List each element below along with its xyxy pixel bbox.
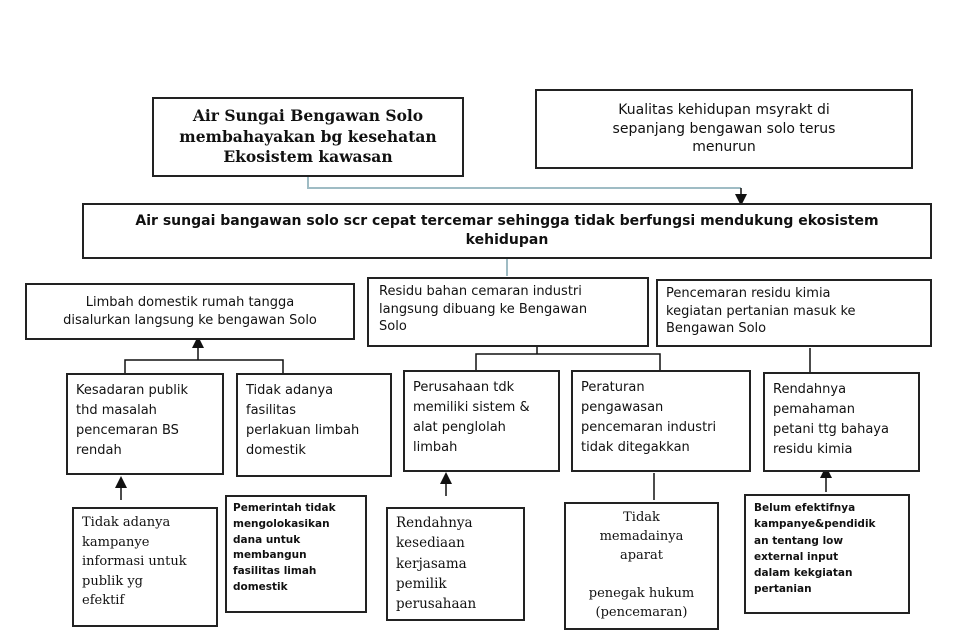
subcause-regulation-text: Peraturan pengawasan pencemaran industri tidak ditegakkan	[581, 380, 717, 456]
root-education-text: Belum efektifnya kampanye&pendidik an tentang low external input dalam kekgiatan pertanian	[754, 502, 876, 596]
cause-agricultural-box	[656, 279, 932, 347]
effect-health-box	[152, 97, 464, 177]
cause-domestic-text: Limbah domestik rumah tangga disalurkan langsung ke bengawan Solo	[63, 294, 317, 328]
domestic-subcause-connector	[125, 360, 283, 373]
effect-quality-text: Kualitas kehidupan msyrakt di sepanjang bengawan solo terus menurun	[612, 101, 836, 156]
root-cooperation-text: Rendahnya kesediaan kerjasama pemilik perusahaan	[396, 515, 477, 612]
core-problem-box	[82, 203, 932, 259]
root-campaign-text: Tidak adanya kampanye informasi untuk publik yg efektif	[82, 515, 187, 608]
root-campaign-box	[72, 507, 218, 627]
root-cooperation-box	[386, 507, 525, 621]
effect-health-text: Air Sungai Bengawan Solo membahayakan bg kesehatan Ekosistem kawasan	[179, 105, 437, 167]
effects-connector	[308, 177, 741, 188]
core-problem-text: Air sungai bangawan solo scr cepat tercemar sehingga tidak berfungsi mendukung ekosistem kehidupan	[135, 213, 879, 248]
subcause-facilities-box	[236, 373, 392, 477]
subcause-farmer-understanding-box	[763, 372, 920, 472]
subcause-regulation-box	[571, 370, 751, 472]
subcause-facilities-text: Tidak adanya fasilitas perlakuan limbah domestik	[246, 383, 360, 459]
cause-domestic-box	[25, 283, 355, 340]
cause-industrial-text: Residu bahan cemaran industri langsung dibuang ke Bengawan Solo	[379, 284, 588, 335]
subcause-company-system-box	[403, 370, 560, 472]
effect-quality-box	[535, 89, 913, 169]
cause-agricultural-text: Pencemaran residu kimia kegiatan pertanian masuk ke Bengawan Solo	[666, 286, 856, 337]
root-government-box	[225, 495, 367, 613]
subcause-awareness-text: Kesadaran publik thd masalah pencemaran BS rendah	[76, 383, 189, 459]
cause-industrial-box	[367, 277, 649, 347]
root-enforcement-box	[564, 502, 719, 630]
root-education-box	[744, 494, 910, 614]
subcause-farmer-understanding-text: Rendahnya pemahaman petani ttg bahaya residu kimia	[773, 382, 889, 458]
root-enforcement-text: Tidak memadainya aparat penegak hukum (pencemaran)	[588, 510, 695, 620]
subcause-awareness-box	[66, 373, 224, 475]
root-government-text: Pemerintah tidak mengolokasikan dana untuk membangun fasilitas limah domestik	[233, 502, 336, 593]
industrial-subcause-connector	[476, 354, 660, 370]
subcause-company-system-text: Perusahaan tdk memiliki sistem & alat penglolah limbah	[413, 380, 530, 456]
